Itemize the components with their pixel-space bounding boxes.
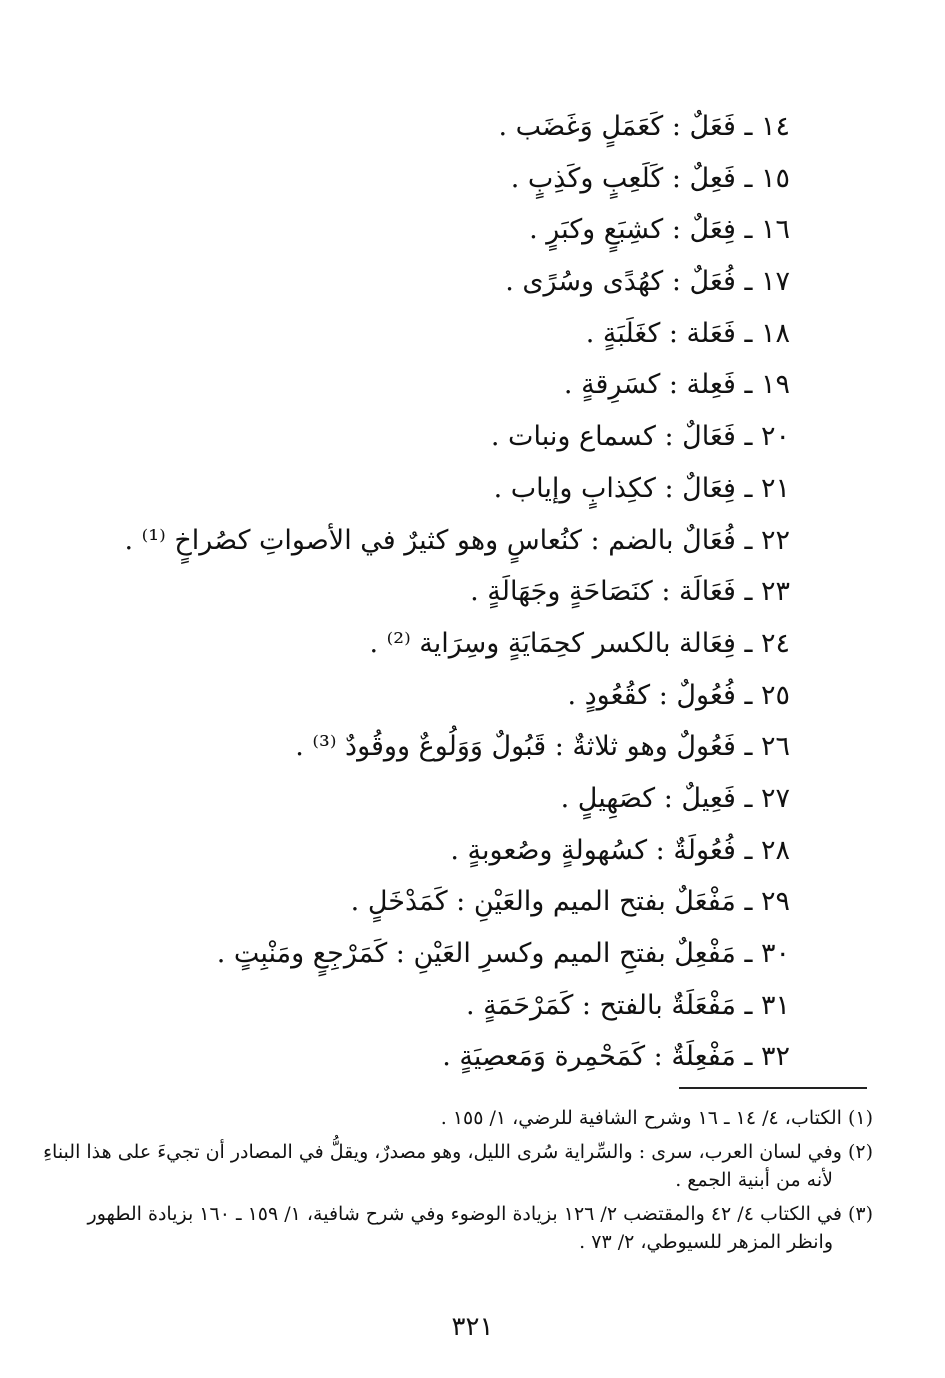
list-item: ٣١ ـ مَفْعَلَةٌ بالفتح : كَمَرْحَمَةٍ .: [466, 989, 790, 1021]
footnote-line: (١) الكتاب، ٤/ ١٤ ـ ١٦ وشرح الشافية للرضي، ١/ ١٥٥ .: [440, 1107, 873, 1129]
list-item: ٢١ ـ فِعَالٌ : ككِذابٍ وإياب .: [493, 472, 790, 504]
footnote-line: (٢) وفي لسان العرب، سرى : والسِّراية سُرى الليل، وهو مصدرٌ، ويقلُّ في المصادر أن تجيءَ على هذا البناءِ: [43, 1141, 873, 1163]
list-item: ٢٣ ـ فَعَالَة : كنَصَاحَةٍ وجَهَالَةٍ .: [470, 576, 790, 608]
footnote-line: (٣) في الكتاب ٤/ ٤٢ والمقتضب ٢/ ١٢٦ بزيادة الوضوء وفي شرح شافية، ١/ ١٥٩ ـ ١٦٠ بزيادة الطهور: [87, 1203, 873, 1225]
list-item: ٣٢ ـ مَفْعِلَةٌ : كَمَحْمِرة وَمَعصِيَةٍ .: [442, 1041, 790, 1073]
footnote-2: [43, 1138, 873, 1194]
list-item: ٢٦ ـ فَعُولٌ وهو ثلاثةٌ : قَبُولٌ وَوَلُوعٌ ووقُودٌ ⁽³⁾ .: [295, 731, 790, 763]
list-item: ٢٠ ـ فَعَالٌ : كسماع ونبات .: [490, 421, 790, 453]
footnote-3: [87, 1200, 873, 1256]
footnote-line: وانظر المزهر للسيوطي، ٢/ ٧٣ .: [579, 1231, 833, 1253]
list-item: ١٩ ـ فَعِلة : كسَرِقةٍ .: [563, 369, 790, 401]
list-item: ١٧ ـ فُعَلٌ : كهُدًى وسُرًى .: [505, 266, 790, 298]
footnote-1: [103, 1104, 873, 1132]
list-item: ٢٤ ـ فِعَالة بالكسر كحِمَايَةٍ وسِرَاية ⁽²⁾ .: [369, 627, 790, 659]
list-item: ١٥ ـ فَعِلٌ : كَلَعِبٍ وكَذِبٍ .: [510, 162, 790, 194]
list-item: ٢٧ ـ فَعِيلٌ : كصَهِيلٍ .: [560, 782, 790, 814]
list-item: ١٦ ـ فِعَلٌ : كشِبَعٍ وكبَرٍ .: [529, 214, 790, 246]
list-item: ١٨ ـ فَعَلة : كغَلَبَةٍ .: [585, 317, 790, 349]
list-item: ٣٠ ـ مَفْعِلٌ بفتحِ الميم وكسرِ العَيْنِ : كَمَرْجِعٍ ومَنْبِتٍ .: [216, 938, 790, 969]
list-item: ١٤ ـ فَعَلٌ : كَعَمَلٍ وَغَضَب .: [498, 111, 790, 142]
footnote-divider: [679, 1087, 867, 1089]
list-item: ٢٨ ـ فُعُولَةٌ : كسُهولةٍ وصُعوبةٍ .: [450, 834, 790, 866]
list-item: ٢٢ ـ فُعَالٌ بالضم : كنُعاسٍ وهو كثيرٌ في الأصواتِ كصُراخٍ ⁽¹⁾ .: [124, 524, 790, 556]
list-item: ٢٥ ـ فُعُولٌ : كقُعُودٍ .: [567, 679, 790, 711]
list-item: ٢٩ ـ مَفْعَلٌ بفتح الميم والعَيْنِ : كَمَدْخَلٍ .: [350, 886, 790, 918]
footnotes: [43, 1104, 873, 1262]
verb-pattern-list: [90, 101, 790, 1083]
page-number: ٣٢١: [451, 1312, 494, 1342]
footnote-line: لأنه من أبنية الجمع .: [675, 1169, 833, 1191]
